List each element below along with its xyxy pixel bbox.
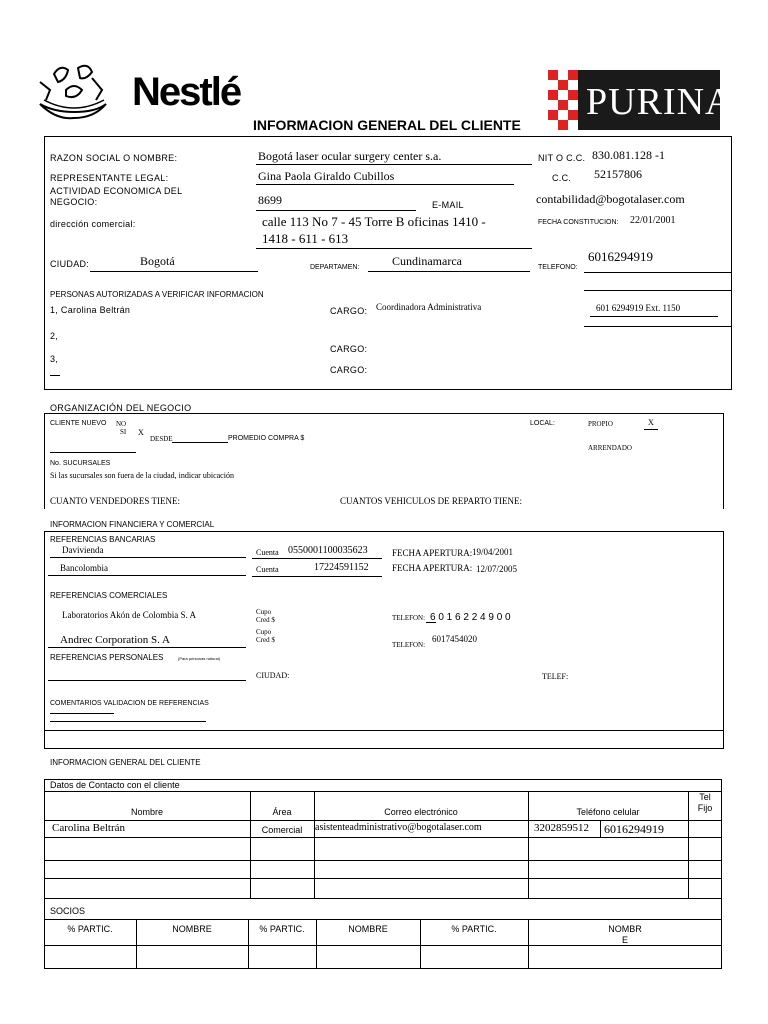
cupo-label-1: Cupo <box>256 608 272 616</box>
comercial-2: Andrec Corporation S. A <box>60 634 170 646</box>
actividad-value: 8699 <box>258 193 282 207</box>
cuenta-2: 17224591152 <box>314 562 369 573</box>
contacto-celular: 3202859512 <box>534 822 589 834</box>
sucursales-label: No. SUCURSALES <box>50 460 111 467</box>
cargo-label-3: CARGO: <box>330 365 368 375</box>
si-label: SI <box>120 428 127 436</box>
razon-social-label: RAZON SOCIAL O NOMBRE: <box>50 153 178 163</box>
razon-social-value: Bogotá laser ocular surgery center s.a. <box>258 149 442 163</box>
direccion-label: dirección comercial: <box>50 219 136 229</box>
departamento-label: DEPARTAMEN: <box>310 264 360 271</box>
persona-1: 1, Carolina Beltrán <box>50 305 131 315</box>
telefon-label-1: TELEFON: <box>392 614 426 622</box>
promedio-label: PROMEDIO COMPRA $ <box>228 435 305 442</box>
socios-col-nombre-3b: E <box>621 935 628 945</box>
direccion-value-2: 1418 - 611 - 613 <box>262 231 349 246</box>
socios-col-nombre-1: NOMBRE <box>172 924 212 934</box>
cred-label-2: Cred $ <box>256 636 275 644</box>
cc-value: 52157806 <box>594 167 642 181</box>
propio-x-mark: X <box>648 418 654 427</box>
socios-col-partic-3: % PARTIC. <box>451 924 497 934</box>
ciudad-label: CIUDAD: <box>50 259 90 269</box>
datos-contacto-label: Datos de Contacto con el cliente <box>50 780 180 790</box>
local-label: LOCAL: <box>530 420 555 427</box>
cargo-label-2: CARGO: <box>330 344 368 354</box>
no-label: NO <box>116 420 127 428</box>
cargo-label-1: CARGO: <box>330 306 368 316</box>
organizacion-box <box>44 413 724 509</box>
comentarios-label: COMENTARIOS VALIDACION DE REFERENCIAS <box>50 700 209 707</box>
actividad-label-2: NEGOCIO: <box>50 197 98 207</box>
rep-legal-label: REPRESENTANTE LEGAL: <box>50 173 169 183</box>
persona-2: 2, <box>50 331 59 341</box>
comerciales-label: REFERENCIAS COMERCIALES <box>50 591 168 600</box>
cuenta-label-2: Cuenta <box>256 565 279 574</box>
telefono-value: 6016294919 <box>588 249 653 264</box>
propio-label: PROPIO <box>588 420 613 428</box>
col-nombre: Nombre <box>130 807 163 817</box>
telefono-label: TELEFONO: <box>538 264 578 271</box>
socios-title: SOCIOS <box>50 906 86 916</box>
departamento-value: Cundinamarca <box>392 254 462 268</box>
page-title: INFORMACION GENERAL DEL CLIENTE <box>253 117 521 133</box>
rep-legal-value: Gina Paola Giraldo Cubillos <box>258 169 395 183</box>
autorizadas-label: PERSONAS AUTORIZADAS A VERIFICAR INFORMACION <box>50 290 264 299</box>
email-label: E-MAIL <box>432 200 464 210</box>
apertura-1: 19/04/2001 <box>472 547 514 557</box>
arrendado-label: ARRENDADO <box>588 444 632 452</box>
cred-label-1: Cred $ <box>256 616 275 624</box>
nestle-logo: Nestlé <box>132 70 241 114</box>
cc-label: C.C. <box>552 173 572 183</box>
col-correo: Correo electrónico <box>384 807 458 817</box>
apertura-2: 12/07/2005 <box>476 564 518 574</box>
comercial-1: Laboratorios Akón de Colombia S. A <box>62 610 196 620</box>
col-celular: Teléfono celular <box>576 807 640 817</box>
personales-ciudad-label: CIUDAD: <box>256 671 290 680</box>
apertura-label-2: FECHA APERTURA: <box>392 563 473 573</box>
tel-comercial-2: 6017454020 <box>432 634 477 644</box>
desde-label: DESDE <box>150 435 173 443</box>
cupo-label-2: Cupo <box>256 628 272 636</box>
personales-note: (Para personas natural) <box>178 656 221 661</box>
direccion-value-1: calle 113 No 7 - 45 Torre B oficinas 1410 - <box>262 214 486 229</box>
cliente-nuevo-label: CLIENTE NUEVO <box>50 420 107 427</box>
personales-label: REFERENCIAS PERSONALES <box>50 653 164 662</box>
col-area: Área <box>272 807 292 817</box>
financiera-title: INFORMACION FINANCIERA Y COMERCIAL <box>50 520 215 529</box>
socios-col-partic-2: % PARTIC. <box>259 924 305 934</box>
nestle-nest-logo-icon <box>36 60 112 126</box>
col-fijo-1: Tel <box>699 792 711 802</box>
contacto-nombre: Carolina Beltrán <box>52 822 126 834</box>
telefon-label-2: TELEFON: <box>392 641 426 649</box>
nit-label: NIT O C.C. <box>538 153 586 163</box>
contacto-correo: asistenteadministrativo@bogotalaser.com <box>315 822 482 833</box>
banco-1: Davivienda <box>62 545 104 555</box>
actividad-label-1: ACTIVIDAD ECONOMICA DEL <box>50 186 183 196</box>
apertura-label-1: FECHA APERTURA: <box>392 548 473 558</box>
contacto-area: Comercial <box>261 825 303 835</box>
socios-col-nombre-3a: NOMBR <box>608 924 642 934</box>
persona-3: 3, <box>50 354 59 364</box>
ciudad-value: Bogotá <box>140 254 175 268</box>
purina-logo <box>548 70 734 130</box>
fecha-constitucion-label: FECHA CONSTITUCION: <box>538 219 619 226</box>
socios-col-nombre-2: NOMBRE <box>348 924 388 934</box>
tel-comercial-1: 6 0 1 6 2 2 4 9 0 0 <box>430 612 511 623</box>
bancarias-label: REFERENCIAS BANCARIAS <box>50 535 156 544</box>
checkerboard-icon <box>548 70 578 130</box>
banco-2: Bancolombia <box>60 563 108 573</box>
si-x-mark: X <box>138 428 144 437</box>
cuenta-label-1: Cuenta <box>256 548 279 557</box>
cuenta-1: 0550001100035623 <box>288 545 368 556</box>
nit-value: 830.081.128 -1 <box>592 148 665 162</box>
tel-persona-1: 601 6294919 Ext. 1150 <box>596 303 681 313</box>
fecha-constitucion-value: 22/01/2001 <box>630 215 676 226</box>
contacto-fijo: 6016294919 <box>604 822 664 836</box>
socios-col-partic-1: % PARTIC. <box>67 924 113 934</box>
contacto-title: INFORMACION GENERAL DEL CLIENTE <box>50 758 201 767</box>
organizacion-title: ORGANIZACIÓN DEL NEGOCIO <box>50 403 192 413</box>
email-value: contabilidad@bogotalaser.com <box>536 192 685 206</box>
col-fijo-2: Fijo <box>697 803 713 813</box>
purina-wordmark: PURINA <box>586 81 734 123</box>
personales-telef-label: TELEF: <box>542 672 569 681</box>
vendedores-label: CUANTO VENDEDORES TIENE: <box>50 496 180 506</box>
vehiculos-label: CUANTOS VEHICULOS DE REPARTO TIENE: <box>340 496 522 506</box>
sucursales-note: Si las sucursales son fuera de la ciudad, indicar ubicación <box>50 471 234 480</box>
cargo-1-value: Coordinadora Administrativa <box>376 302 482 312</box>
